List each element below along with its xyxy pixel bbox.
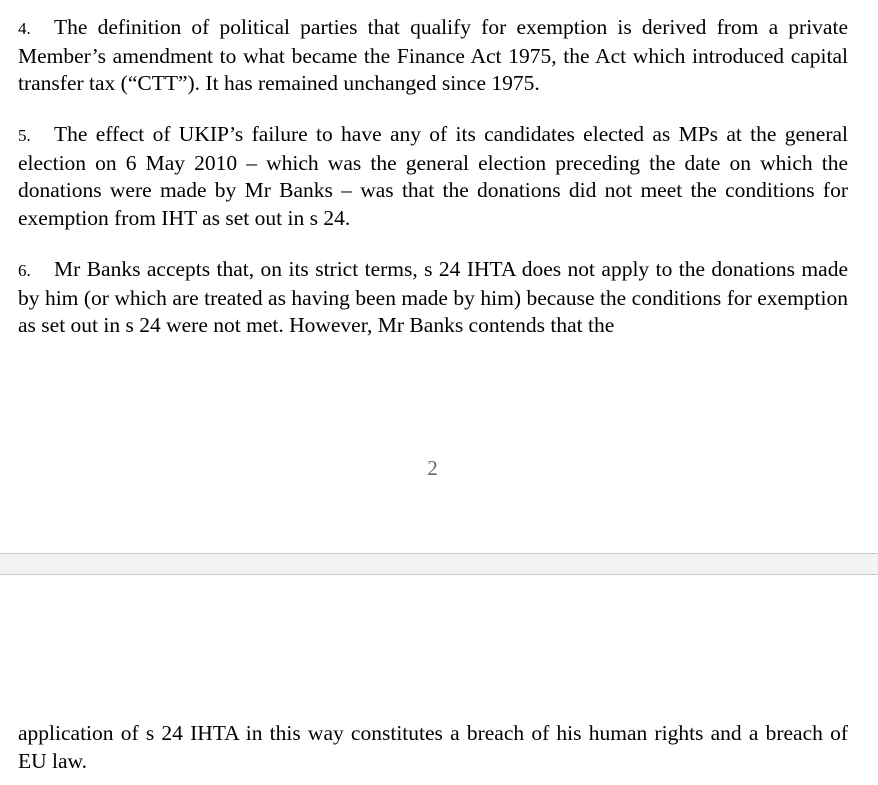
page-number: 2 bbox=[427, 456, 438, 480]
paragraph-6-continuation bbox=[18, 720, 848, 775]
paragraph-5 bbox=[18, 121, 848, 232]
paragraph-text: application of s 24 IHTA in this way constitutes a breach of his human rights and a breach of EU law. bbox=[18, 721, 848, 773]
paragraph-4 bbox=[18, 14, 848, 98]
document-page-3 bbox=[0, 575, 878, 785]
paragraph-text: Mr Banks accepts that, on its strict terms, s 24 IHTA does not apply to the donations made by him (or which are treated as having been made by him) because the conditions for exemption as set out in s 24 were not met. However, Mr Banks contends that the bbox=[18, 257, 848, 337]
page-break-gap bbox=[0, 553, 878, 575]
paragraph-6 bbox=[18, 256, 848, 340]
paragraph-number: 4. bbox=[18, 19, 31, 38]
paragraph-number: 5. bbox=[18, 126, 31, 145]
paragraph-number: 6. bbox=[18, 261, 31, 280]
paragraph-text: The effect of UKIP’s failure to have any of its candidates elected as MPs at the general election on 6 May 2010 – which was the general election preceding the date on which the donations were made by Mr Banks – was that the donations did not meet the conditions for exemption from IHT as set out in s 24. bbox=[18, 122, 848, 230]
paragraph-text: The definition of political parties that qualify for exemption is derived from a private Member’s amendment to what became the Finance Act 1975, the Act which introduced capital transfer tax (“CTT”). It has remained unchanged since 1975. bbox=[18, 15, 848, 95]
